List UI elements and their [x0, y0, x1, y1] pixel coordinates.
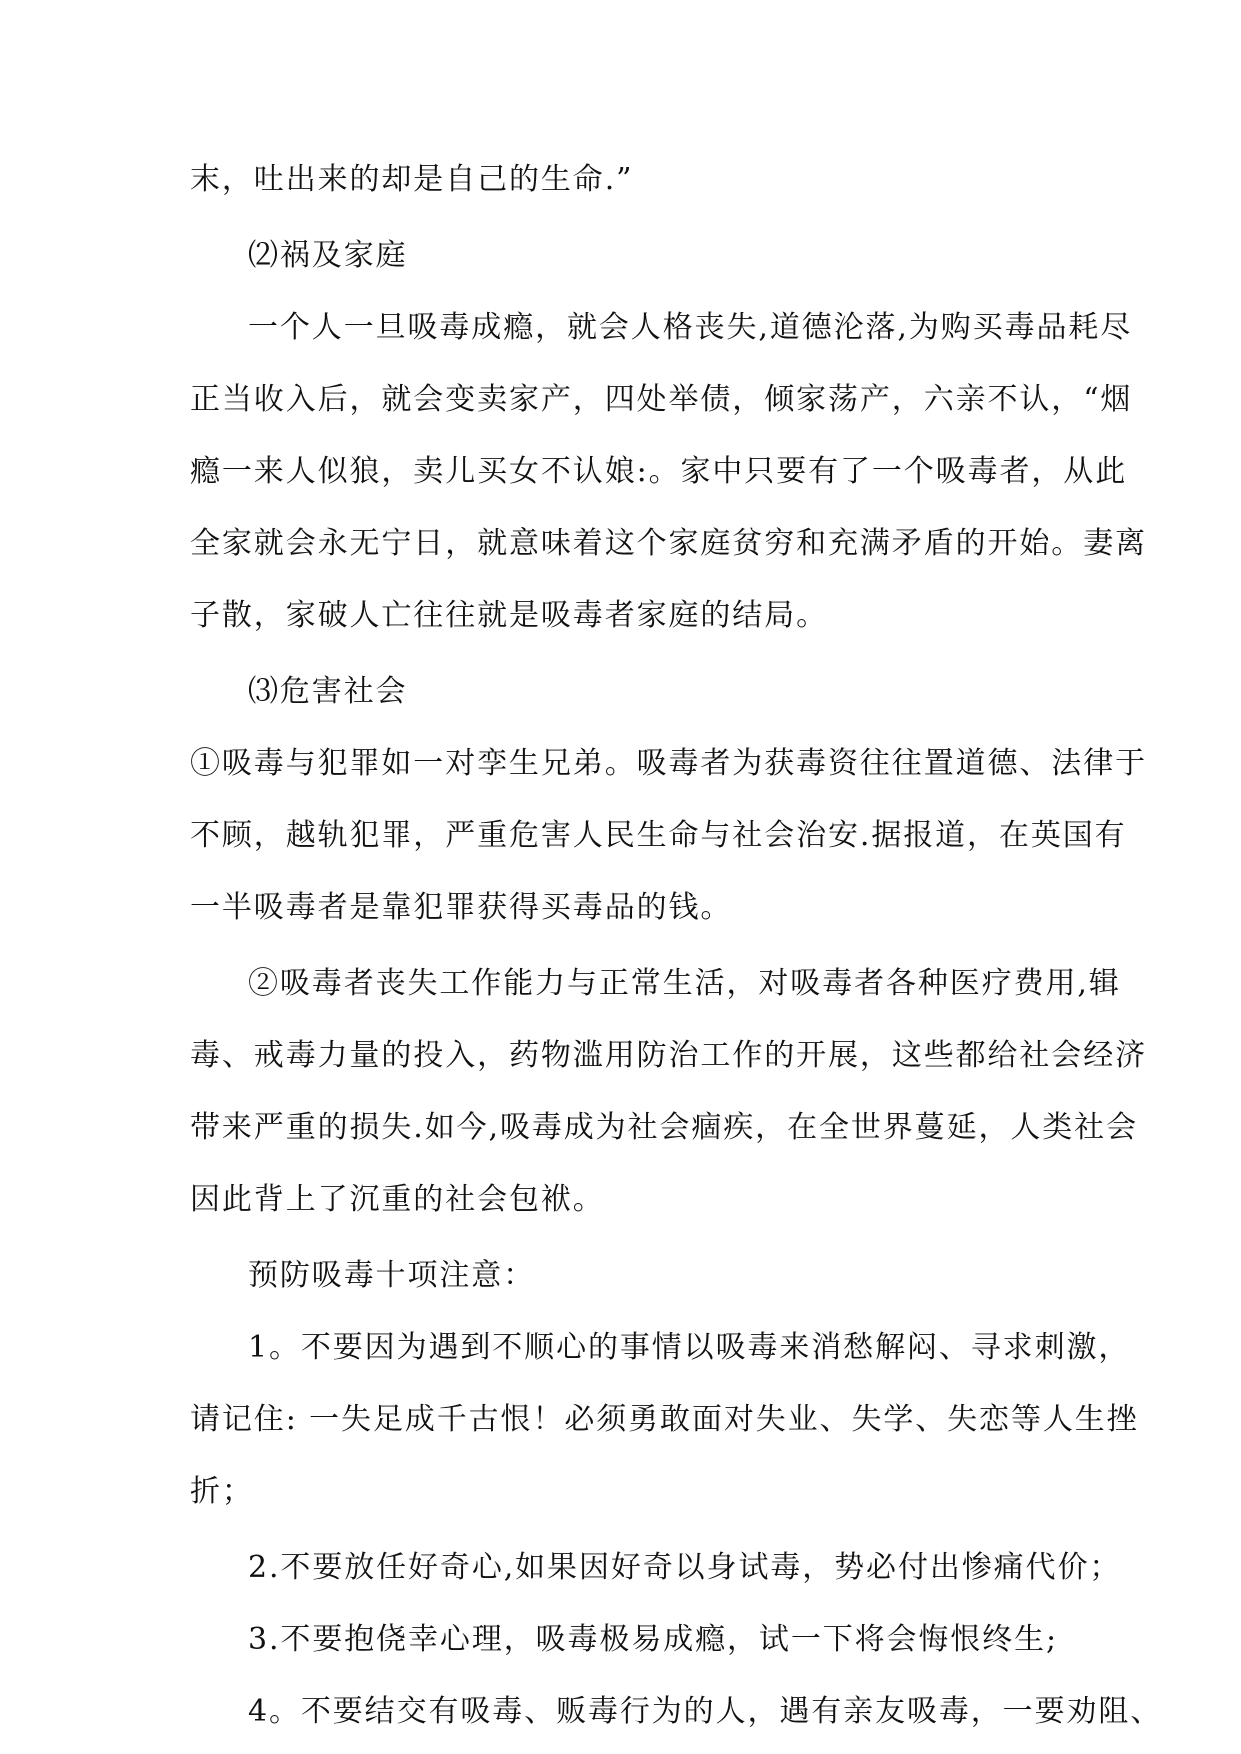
section-heading: ⑵祸及家庭	[248, 238, 408, 273]
text-line: 末，吐出来的却是自己的生命.”	[190, 162, 634, 197]
section-heading: ⑶危害社会	[248, 674, 408, 709]
text-line: 正当收入后，就会变卖家产，四处举债，倾家荡产，六亲不认，“烟	[190, 382, 1133, 417]
text-line: ②吸毒者丧失工作能力与正常生活，对吸毒者各种医疗费用,辑	[248, 966, 1121, 1001]
list-item: 1。不要因为遇到不顺心的事情以吸毒来消愁解闷、寻求刺激，	[248, 1330, 1131, 1365]
text-line: 一半吸毒者是靠犯罪获得买毒品的钱。	[190, 890, 733, 925]
text-line: 一个人一旦吸毒成瘾，就会人格丧失,道德沦落,为购买毒品耗尽	[248, 310, 1133, 345]
text-line: 全家就会永无宁日，就意味着这个家庭贫穷和充满矛盾的开始。妻离	[190, 526, 1147, 561]
text-line: 带来严重的损失.如今,吸毒成为社会痼疾，在全世界蔓延，人类社会	[190, 1110, 1138, 1145]
list-item: 2.不要放任好奇心,如果因好奇以身试毒，势必付出惨痛代价；	[248, 1550, 1122, 1585]
text-line: 折；	[190, 1474, 254, 1509]
text-line: 请记住: 一失足成千古恨！必须勇敢面对失业、失学、失恋等人生挫	[190, 1402, 1139, 1437]
text-line: 毒、戒毒力量的投入，药物滥用防治工作的开展，这些都给社会经济	[190, 1038, 1147, 1073]
text-line: 因此背上了沉重的社会包袱。	[190, 1182, 605, 1217]
list-item: 4。不要结交有吸毒、贩毒行为的人，遇有亲友吸毒，一要劝阻、	[248, 1694, 1163, 1729]
text-line: ①吸毒与犯罪如一对孪生兄弟。吸毒者为获毒资往往置道德、法律于	[190, 746, 1147, 781]
text-line: 瘾一来人似狼，卖儿买女不认娘:。家中只要有了一个吸毒者，从此	[190, 454, 1128, 489]
section-heading: 预防吸毒十项注意：	[248, 1258, 536, 1293]
text-line: 不顾，越轨犯罪，严重危害人民生命与社会治安.据报道，在英国有	[190, 818, 1127, 853]
list-item: 3.不要抱侥幸心理，吸毒极易成瘾，试一下将会悔恨终生;	[248, 1622, 1059, 1657]
text-line: 子散，家破人亡往往就是吸毒者家庭的结局。	[190, 598, 828, 633]
